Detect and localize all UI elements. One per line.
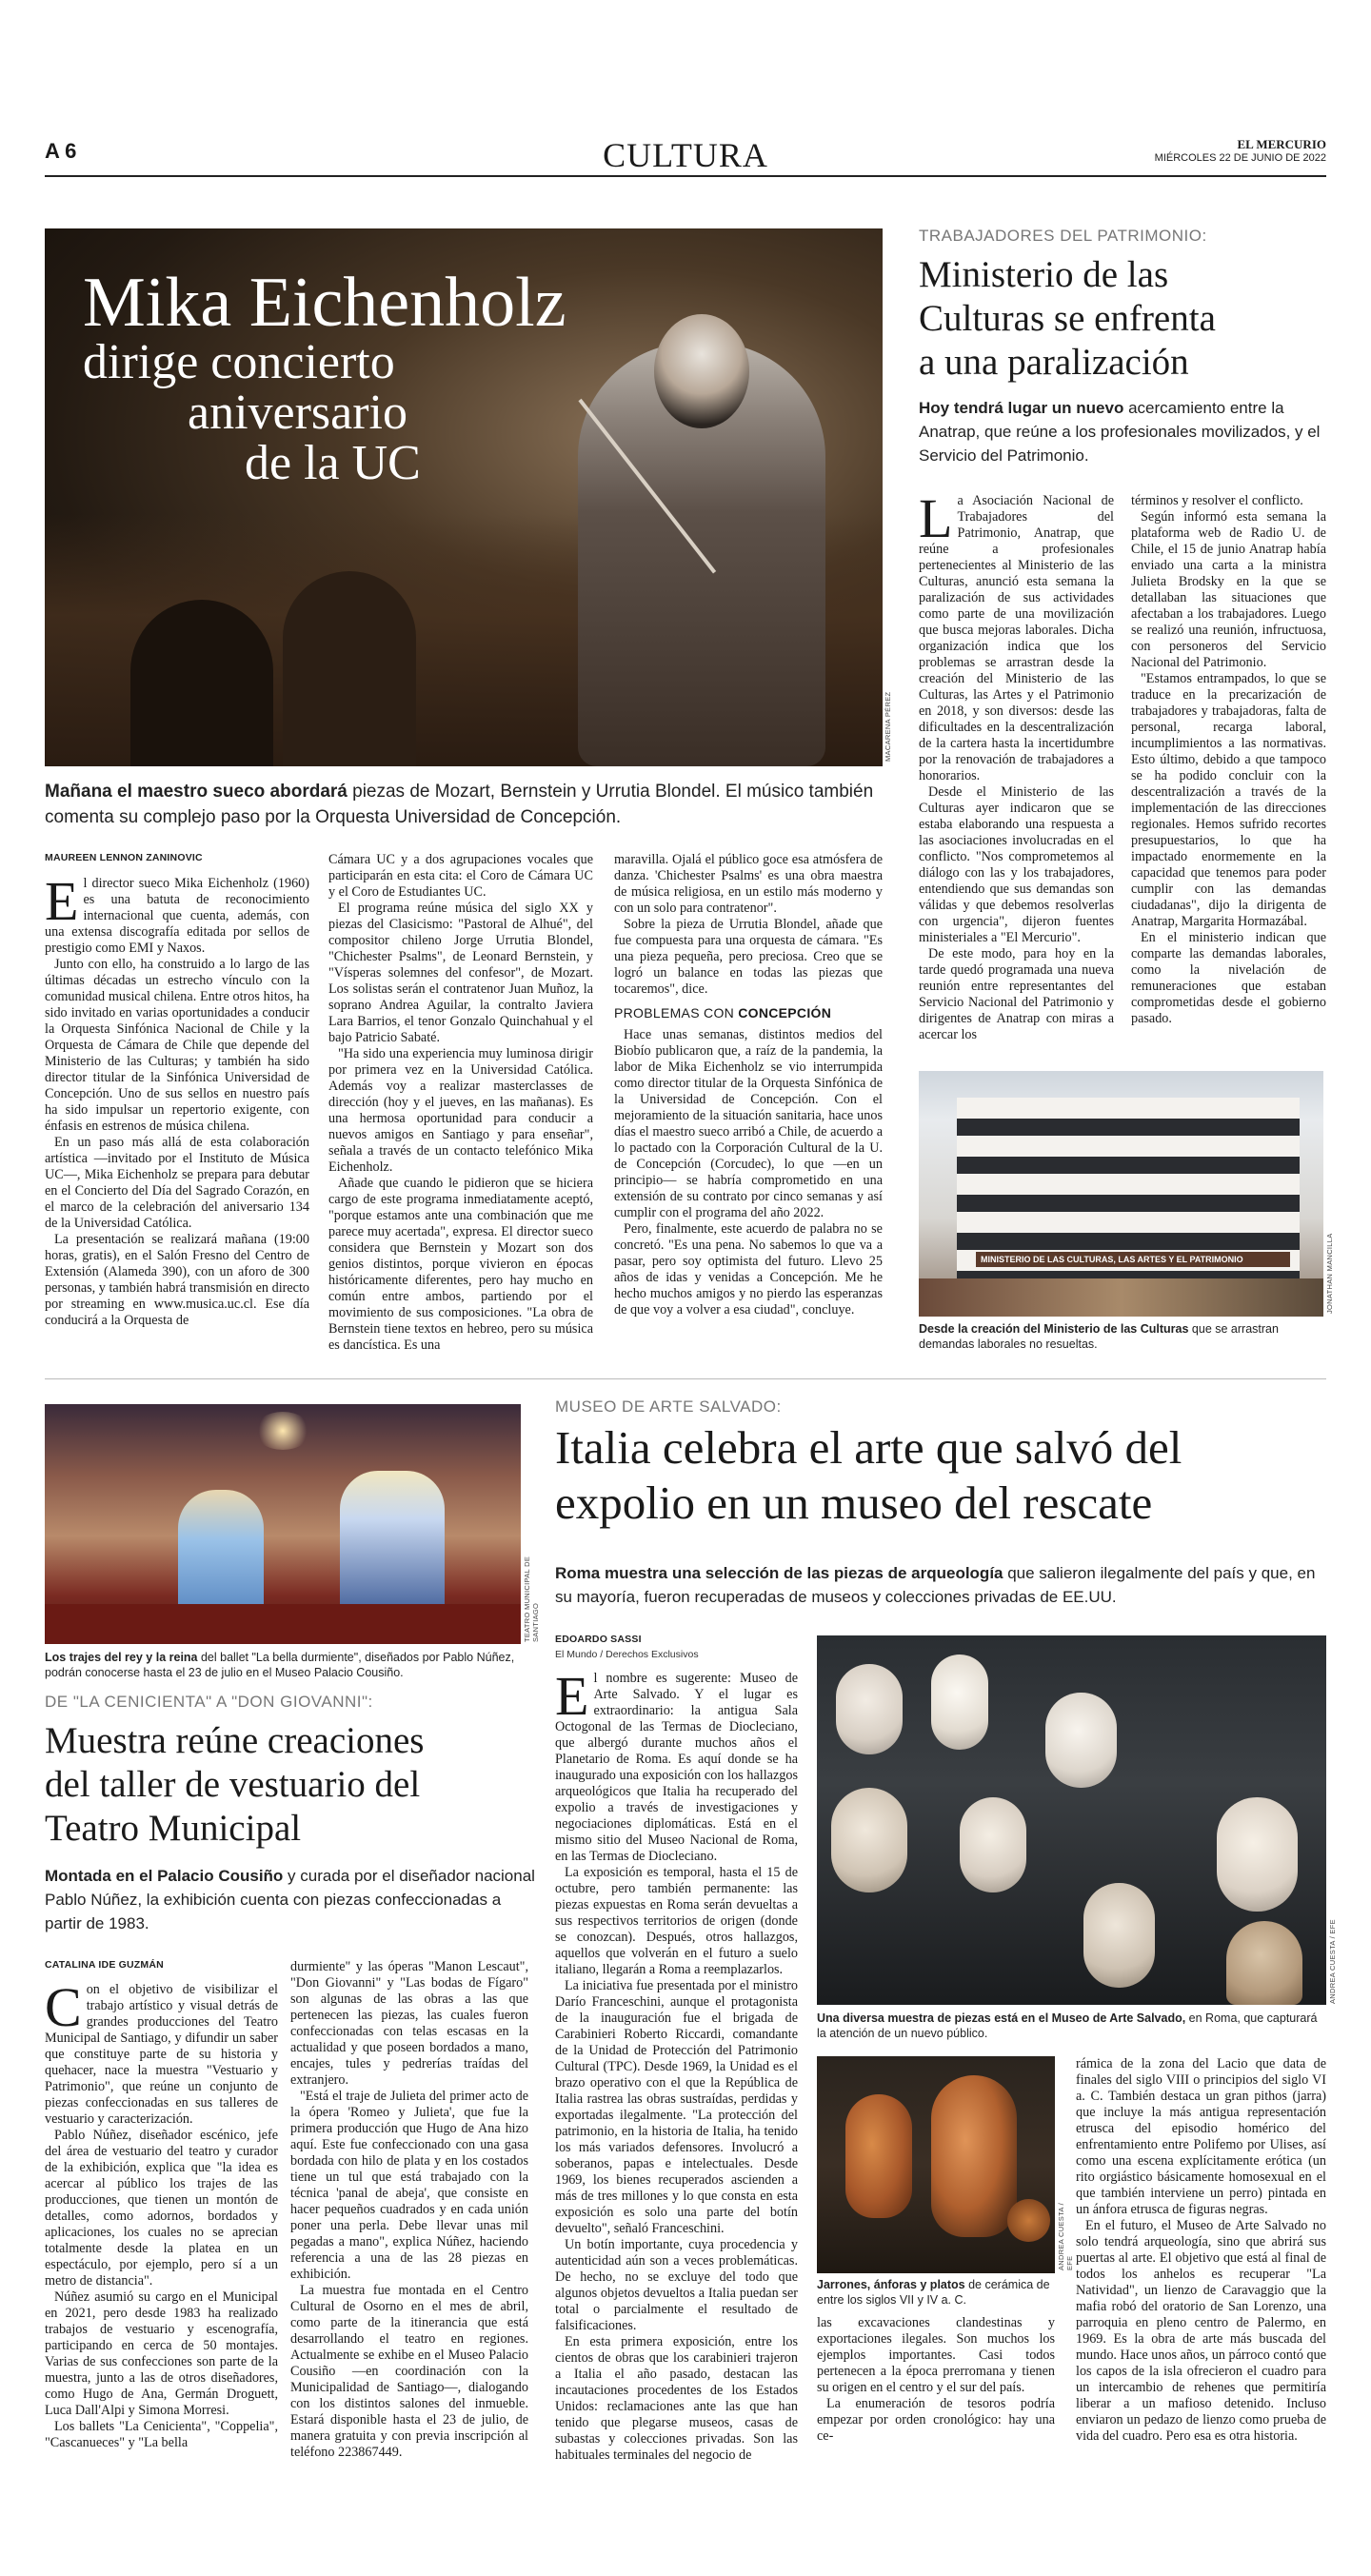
mika-col1-p3: En un paso más allá de esta colaboración artística —invitado por el Instituto de Música UC—, Mika Eichenholz se prepara para debutar en el Concierto del Día del Sagrado Corazón, en el marco de la celebración del aniversario 134 de la Universidad Católica. (45, 1135, 309, 1231)
italia-byline-source: El Mundo / Derechos Exclusivos (555, 1649, 699, 1660)
amphora-2 (931, 2075, 1017, 2237)
issue-date: MIÉRCOLES 22 DE JUNIO DE 2022 (1154, 152, 1326, 164)
mika-col2-p2: El programa reúne música del siglo XX y piezas del Clasicismo: "Pastoral de Alhué", del compositor chileno Jorge Urrutia Blondel, "Chichester Psalms", de Leonard Bernstein, y "Vísperas solemnes del confesor", de Mozart. Los solistas serán el contratenor Juan Muñoz, la soprano Andrea Aguilar, la contralto Javiera Lara Barrios, el tenor Gonzalo Quinchahual y el bajo Patricio Sabaté. (328, 901, 593, 1045)
mika-col3-p4: Pero, finalmente, este acuerdo de palabra no se concretó. "Es una pena. No sabemos lo que va a pasar, pero soy optimista del futuro. Llevo 25 años de idas y venidas a Concepción. Me he hecho muchos amigos y no pierdo las esperanzas de que voy a volver a esa ciudad", concluye. (614, 1221, 883, 1318)
italia-lede: Roma muestra una selección de las piezas de arqueología que salieron ilegalmente del país y que, en su mayoría, fueron recuperadas de museos y colecciones privadas de EE.UU. (555, 1564, 1316, 1606)
mika-byline: MAUREEN LENNON ZANINOVIC (45, 852, 203, 863)
mika-photo-credit: MACARENA PÉREZ (884, 691, 892, 762)
mika-col3-p2: Sobre la pieza de Urrutia Blondel, añade que fue compuesta para una orquesta de cámara. "Es una pieza pequeña, pero preciosa. Creo que se logró un balance en todas las piezas que tocaremos", dice. (614, 917, 883, 997)
mika-column-2 (328, 852, 593, 1354)
ministerio-column-1: La Asociación Nacional de Trabajadores del Patrimonio, Anatrap, que reúne a profesionales pertenecientes al Ministerio de las Culturas, anunció esta semana la paralización de sus actividades como parte de una movilización que busca mejoras laborales. Dicha organización indica que los problemas se arrastran desde la creación del Ministerio de las Culturas, las Artes y el Patrimonio en 2018, y son diversos: desde las dificultades en la descentralización de la cartera hasta la incertidumbre por la renovación de trabajadores a honorarios. Desde el Ministerio de las Culturas ayer indicaron que se estaba elaborando una respuesta a las asociaciones involucradas en el conflicto. "Nos comprometemos al diálogo con las y los trabajadores, entendiendo que sus demandas son válidas y que debemos resolverlas con urgencia", dijeron fuentes ministeriales a "El Mercurio". De este modo, para hoy en la tarde quedó programada una nueva reunión entre representantes del Servicio Nacional del Patrimonio y dirigentes de Anatrap con miras a acercar los (919, 487, 1114, 1042)
chandelier (254, 1412, 311, 1450)
marble-head-6 (1217, 1797, 1298, 1912)
section-divider (45, 1378, 1326, 1379)
headline-mika-4: de la UC (245, 436, 421, 490)
mika-dropcap: E (45, 870, 79, 932)
marble-head-4 (831, 1788, 907, 1892)
mika-col3-p3: Hace unas semanas, distintos medios del Biobío publicaron que, a raíz de la pandemia, la labor de Mika Eichenholz se vio interrumpida como director titular de la Orquesta Sinfónica de la Universidad de Concepción. Con el mejoramiento de la situación sanitaria, hace unos días el maestro sueco arribó a Chile, de acuerdo a lo pactado con la Corporación Cultural de la U. de Concepción (Corcudec), lo que —en un principio— se habría comprometido en una extensión de su contrato por cinco semanas y así cumplir con el programa del año 2022. (614, 1027, 883, 1220)
page-header (45, 135, 1326, 175)
musician-shape-1 (130, 600, 273, 766)
conductor-head (654, 314, 749, 428)
italia-column-3: rámica de la zona del Lacio que data de finales del siglo VIII o principios del siglo VI a. C. También destaca un gran pithos (jarra) que incluye la más antigua representación etrusca del episodio homérico del enfrentamiento entre Polifemo por Ulises, así como una escena explícitamente erótica (un rito orgiástico básicamente homosexual en el que también interviene un perro) pintada en un ánfora etrusca de figuras negras. En el futuro, el Museo de Arte Salvado no solo tendrá arqueología, sino que abrirá sus puertas al arte. El objetivo que está al final de todos los anhelos es recuperar "La Natividad", un lienzo de Caravaggio que la mafia robó del oratorio de San Lorenzo, una parroquia en pleno centro de Palermo, en 1969. Es la obra de arte más buscada del mundo. Hace unos años, un párroco contó que los capos de la isla ofrecieron el cuadro para un intercambio de rehenes que permitiría liberar a un mafioso detenido. Incluso enviaron un pedazo de lienzo como prueba de vida del cuadro. Pero esa es otra historia. (1076, 2056, 1326, 2444)
italia-dropcap: E (555, 1665, 589, 1727)
italia-heads-caption: Una diversa muestra de piezas está en el Museo de Arte Salvado, en Roma, que capturará la atención de un nuevo público. (817, 2011, 1318, 2040)
marble-head-1 (836, 1664, 903, 1754)
ministerio-kicker: TRABAJADORES DEL PATRIMONIO: (919, 227, 1207, 245)
mika-col3-p1: maravilla. Ojalá el público goce esa atmósfera de danza. 'Chichester Psalms' es una obra maestra de música religiosa, en un estilo más moderno y con un solo para contratenor". (614, 852, 883, 916)
ministerio-headline: Ministerio de las Culturas se enfrenta a una paralización (919, 254, 1216, 383)
mika-col1-p2: Junto con ello, ha construido a lo largo de las últimas décadas un estrecho vínculo con la comunidad musical chilena. Entre otros hitos, ha sido invitado en varias oportunidades a conducir la Orquesta Sinfónica Nacional de Chile y la Orquesta de Cámara de Chile que depende del Ministerio de las Culturas; y también ha sido director titular de la Sinfónica Universidad de Concepción. Uno de sus sellos en nuestro país ha sido impulsar un repertorio exigente, con énfasis en estrenos de música chilena. (45, 957, 309, 1134)
vestuario-photo (45, 1404, 521, 1644)
italia-kicker: MUSEO DE ARTE SALVADO: (555, 1397, 782, 1416)
vestuario-kicker: DE "LA CENICIENTA" A "DON GIOVANNI": (45, 1693, 373, 1711)
header-rule (45, 175, 1326, 177)
page-number: A 6 (45, 139, 77, 163)
mika-photo (45, 228, 883, 766)
vestuario-photo-credit: TEATRO MUNICIPAL DE SANTIAGO (523, 1556, 540, 1642)
marble-head-7 (1083, 1883, 1155, 1988)
marble-head-8 (1226, 1921, 1302, 2005)
italia-vases-caption: Jarrones, ánforas y platos de cerámica de entre los siglos VII y IV a. C. (817, 2278, 1050, 2307)
marble-head-3 (1045, 1693, 1117, 1788)
vestuario-dropcap: C (45, 1976, 82, 2038)
mika-column-1 (45, 870, 309, 1329)
mika-col1-p4: La presentación se realizará mañana (19:00 horas, gratis), en el Salón Fresno del Centro de Extensión (Alameda 390), con un aforo de 300 personas, y también habrá transmisión en directo por streaming en www.musica.uc.cl. Ese día conducirá a la Orquesta de (45, 1232, 309, 1328)
mika-subhead: PROBLEMAS CON CONCEPCIÓN (614, 1005, 832, 1020)
headline-mika-1: Mika Eichenholz (83, 264, 566, 342)
vestuario-byline: CATALINA IDE GUZMÁN (45, 1959, 164, 1971)
headline-mika-2: dirige concierto (83, 335, 395, 389)
building-sign: MINISTERIO DE LAS CULTURAS, LAS ARTES Y EL PATRIMONIO (976, 1252, 1290, 1267)
italia-column-1: El nombre es sugerente: Museo de Arte Salvado. Y el lugar es extraordinario: la antigua Sala Octogonal de las Termas de Diocleciano, que albergó durante muchos años el Planetario de Roma. Es aquí donde se ha inaugurado una exposición con los hallazgos arqueológicos que Italia ha recuperado del expolio a través de investigaciones y negociaciones diplomáticas. Está en el mismo sitio del Museo Nacional de Roma, en las Termas de Diocleciano. La exposición es temporal, hasta el 15 de octubre, pero también permanente: las piezas expuestas en Roma serán devueltas a sus respectivos territorios de origen (donde se conozcan). Después, otros hallazgos, aquellos que volverán en el futuro a suelo italiano, llegarán a Roma a reemplazarlos. La iniciativa fue presentada por el ministro Darío Franceschini, aunque el protagonista de la inauguración fue el brigada de Carabinieri Roberto Riccardi, comandante de la Unidad de Protección del Patrimonio Cultural (TPC). Desde 1969, la Unidad es el brazo operativo con el que la República de Italia rastrea las obras sustraídas, perdidas y exportadas ilegalmente. "La protección del patrimonio, en la historia de Italia, ha tenido los más variados defensores. Involucró a soberanos, papas e intelectuales. Desde 1969, los bienes recuperados ascienden a más de tres millones y lo que consta en esta exposición es solo una parte del botín devuelto", señaló Franceschini. Un botín importante, cuya procedencia y autenticidad aún son a veces problemáticas. De hecho, no se excluye del todo que algunos objetos devueltos a Italia puedan ser total o parcialmente el resultado de falsificaciones. En esta primera exposición, entre los cientos de obras que los carabinieri trajeron a Italia el año pasado, destacan las incautaciones procedentes de los Estados Unidos: reclamaciones ante las que han tenido que plegarse museos, casas de subastas y colecciones privadas. Son las habituales terminales del negocio de (555, 1665, 798, 2463)
ministerio-building-photo (919, 1071, 1323, 1317)
headline-mika-3: aniversario (188, 386, 408, 440)
vestuario-caption: Los trajes del rey y la reina del ballet "La bella durmiente", diseñados por Pablo Núñez, podrán conocerse hasta el 23 de julio en el Museo Palacio Cousiño. (45, 1651, 515, 1679)
vestuario-column-2: durmiente" y las óperas "Manon Lescaut", "Don Giovanni" y "Las bodas de Fígaro" son algunas de las obras a las que pertenecen las piezas, las cuales fueron confeccionadas con telas escasas en la actualidad y que poseen bordados a mano, encajes, tules y pedrerías traídas del extranjero. "Está el traje de Julieta del primer acto de la ópera 'Romeo y Julieta', que fue la primera producción que Hugo de Ana hizo aquí. Este fue confeccionado con una gasa bordada con hilo de plata y en los costados tiene un tul que está trabajado con la técnica 'panal de abeja', que consiste en hacer pequeños cuadrados y en cada unión poner una perla. Debe llevar unas mil pegadas a mano", explica Núñez, haciendo referencia a una de las 28 piezas en exhibición. La muestra fue montada en el Centro Cultural de Osorno en el mes de abril, como parte de la itinerancia que está desarrollando el teatro en regiones. Actualmente se exhibe en el Museo Palacio Cousiño —en coordinación con la Municipalidad de Santiago—, dialogando con los distintos salones del inmueble. Estará disponible hasta el 23 de julio, de manera gratuita y con previa inscripción al teléfono 223867449. (290, 1959, 528, 2460)
marble-head-5 (960, 1797, 1026, 1892)
plate (1007, 2199, 1050, 2242)
italia-heads-photo (817, 1635, 1326, 2005)
mika-col1-p1: l director sueco Mika Eichenholz (1960) es una batuta de reconocimiento internacional que cuenta, además, con una extensa discografía editada por sellos de prestigio como EMI y Naxos. (45, 876, 309, 956)
italia-byline: EDOARDO SASSI (555, 1634, 642, 1645)
vestuario-headline: Muestra reúne creaciones del taller de vestuario del Teatro Municipal (45, 1720, 425, 1849)
mika-lede (45, 779, 883, 830)
musician-shape-2 (283, 571, 416, 766)
italia-column-2-tail: las excavaciones clandestinas y exportaciones ilegales. Son muchos los ejemplos importantes. Casi todos pertenecen a la época prerromana y tienen su origen en el centro y el sur del país. La enumeración de tesoros podría empezar por orden cronológico: hay una ce- (817, 2315, 1055, 2444)
italia-headline: Italia celebra el arte que salvó del expolio en un museo del rescate (555, 1421, 1182, 1529)
ministerio-photo-credit: JONATHAN MANCILLA (1325, 1233, 1334, 1314)
red-carpet (45, 1604, 521, 1644)
street-level (919, 1278, 1323, 1317)
newspaper-name: EL MERCURIO (1237, 137, 1326, 151)
mika-column-3 (614, 852, 883, 1318)
mika-col2-p4: Añade que cuando le pidieron que se hiciera cargo de este programa inmediatamente aceptó, "porque estamos ante una combinación que me parece muy acertada", expresa. El director sueco considera que Bernstein y Mozart son dos genios distintos, porque vivieron en épocas históricamente diferentes, pero hay mucho en común entre ambos, partiendo por el movimiento de sus composiciones. "La obra de Bernstein tiene textos en hebreo, pero su música es dancística. Es una (328, 1176, 593, 1353)
italia-vases-credit: ANDREA CUESTA / EFE (1057, 2202, 1074, 2270)
marble-head-2 (931, 1655, 988, 1750)
italia-vases-photo (817, 2056, 1055, 2273)
italia-heads-credit: ANDREA CUESTA / EFE (1328, 1919, 1337, 2004)
ministerio-caption: Desde la creación del Ministerio de las Culturas que se arrastran demandas laborales no resueltas. (919, 1322, 1279, 1351)
ministerio-column-2: términos y resolver el conflicto. Según informó esta semana la plataforma web de Radio U. de Chile, el 15 de junio Anatrap había enviado una carta a la ministra Julieta Brodsky en la que se detallaban las situaciones que afectaban a los trabajadores. Luego se realizó una reunión, infructuosa, con personeros del Servicio Nacional del Patrimonio. "Estamos entrampados, lo que se traduce en la precarización de trabajadores y trabajadoras, falta de personal, recarga laboral, incumplimientos a las normativas. Esto último, debido a que tampoco se ha podido concluir con la descentralización a través de la implementación de las direcciones regionales. Hemos sufrido recortes presupuestarios, lo que ha impactado enormemente en la capacidad que tenemos para poder cumplir con las demandas ciudadanas", dijo la dirigenta de Anatrap, Margarita Hormazábal. En el ministerio indican que comparte las demandas laborales, como la nivelación de remuneraciones que estaban comprometidas desde el gobierno pasado. (1131, 493, 1326, 1026)
mika-lede-bold: Mañana el maestro sueco abordará (45, 782, 348, 802)
ministerio-dropcap: L (919, 487, 953, 549)
mika-col2-p3: "Ha sido una experiencia muy luminosa dirigir por primera vez en la Universidad Católica. Además voy a realizar masterclasses de dirección (hoy y el jueves, en las mañanas). Es una hermosa oportunidad para conducir a nuevos amigos en Santiago y para enseñar", señala a través de un contacto telefónico Mika Eichenholz. (328, 1046, 593, 1175)
mika-lede-rest: piezas de Mozart, Bernstein y Urrutia Blondel. El músico también comenta su complejo paso por la Orquesta Universidad de Concepción. (45, 782, 874, 827)
vestuario-column-1: Con el objetivo de visibilizar el trabajo artístico y visual detrás de grandes producciones del Teatro Municipal de Santiago, y difundir un saber que constituye parte de su historia y quehacer, nace la muestra "Vestuario y Patrimonio", que reúne un conjunto de piezas confeccionadas en sus talleres de vestuario y caracterización. Pablo Núñez, diseñador escénico, jefe del área de vestuario del teatro y curador de la exhibición, explica que "la idea es acercar al público los trajes de las producciones, que tienen un montón de detalles, como adornos, bordados y aplicaciones, los cuales no se aprecian totalmente desde la platea en un espectáculo, por ejemplo, pero sí a un metro de distancia". Núñez asumió su cargo en el Municipal en 2021, pero desde 1983 ha realizado trabajos de vestuario y escenografía, participando en cerca de 50 montajes. Varias de sus confecciones son parte de la muestra, junto a las de otros diseñadores, como Hugo de Ana, Germán Droguett, Luca Dall'Alpi y Simona Morresi. Los ballets "La Cenicienta", "Coppelia", "Cascanueces" y "La bella (45, 1976, 278, 2450)
mika-col2-p1: Cámara UC y a dos agrupaciones vocales que participarán en esta cita: el Coro de Cámara UC y el Coro de Estudiantes UC. (328, 852, 593, 900)
section-title: CULTURA (603, 136, 768, 174)
amphora-1 (845, 2094, 912, 2218)
ministerio-lede: Hoy tendrá lugar un nuevo acercamiento entre la Anatrap, que reúne a los profesionales movilizados, y el Servicio del Patrimonio. (919, 399, 1321, 465)
vestuario-lede: Montada en el Palacio Cousiño y curada por el diseñador nacional Pablo Núñez, la exhibición cuenta con piezas confeccionadas a partir de 1983. (45, 1867, 535, 1932)
